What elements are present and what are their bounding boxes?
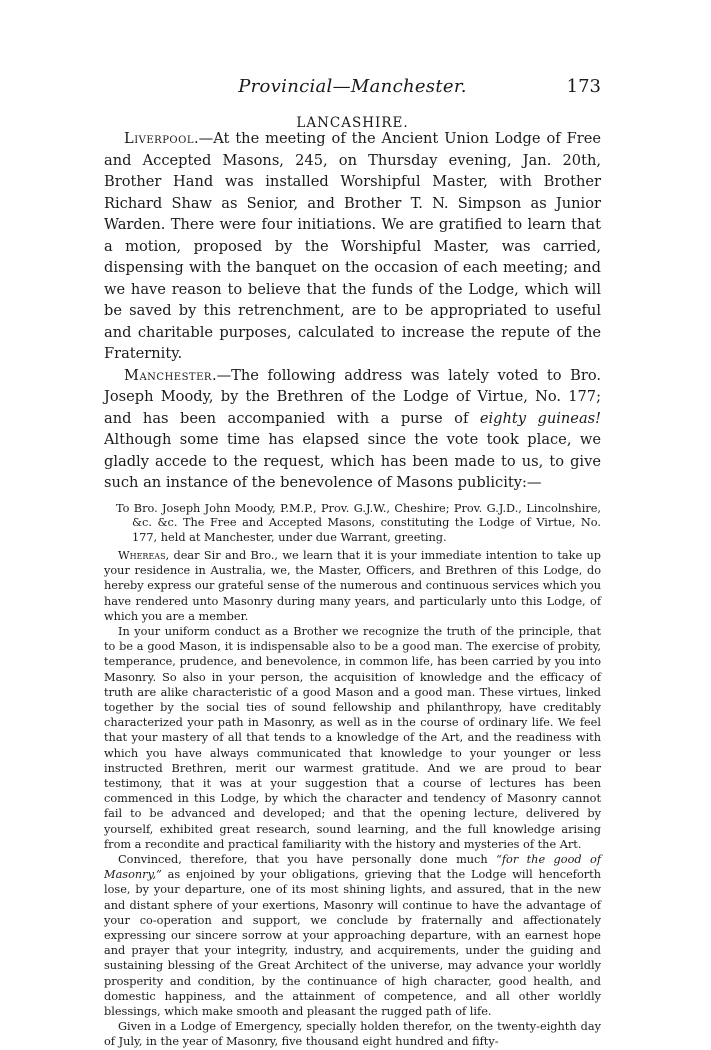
- given-paragraph: Given in a Lodge of Emergency, specially holden therefor, on the twenty-eighth day of July, in the year of Masonry, five thousand eight hundred and fifty-: [104, 1020, 601, 1049]
- convinced-italic-phrase: “for the good of Masonry,”: [104, 852, 602, 882]
- convinced-paragraph: [104, 852, 601, 1019]
- convinced-text-before: Convinced, therefore, that you have personally done much: [118, 852, 497, 866]
- liverpool-paragraph: [104, 128, 601, 365]
- manchester-paragraph: [104, 365, 601, 494]
- manchester-text-before: .—The following address was lately voted to Bro. Joseph Moody, by the Brethren of the Lodge of Virtue, No. 177; and has been accompanied with a purse of: [104, 366, 601, 427]
- page-number: 173: [566, 76, 601, 97]
- address-heading: To Bro. Joseph John Moody, P.M.P., Prov. G.J.W., Cheshire; Prov. G.J.D., Lincolnshire, &c. &c. The Free and Accepted Masons, constituting the Lodge of Virtue, No. 177, held at Manchester, under due Warrant, greeting.: [116, 501, 601, 545]
- manchester-text-after: Although some time has elapsed since the vote took place, we gladly accede to the request, which has been made to us, to give such an instance of the benevolence of Masons publicity:—: [104, 431, 601, 491]
- whereas-paragraph: [104, 548, 601, 624]
- running-head: [104, 76, 601, 100]
- convinced-text-after: as enjoined by your obligations, grieving that the Lodge will henceforth lose, by your departure, one of its most shining lights, and assured, that in the new and distant sphere of your exertions, Masonry will continue to have the advantage of your co-operation and support, we conclude by fraternally and affectionately expressing our sincere sorrow at your approaching departure, with an earnest hope and prayer that your integrity, industry, and acquirements, under the guiding and sustaining blessing of the Great Architect of the universe, may advance your worldly prosperity and condition, by the continuance of high character, good health, and domestic happiness, and the attainment of competence, and all other worldly blessings, which make smooth and pleasant the rugged path of life.: [104, 868, 601, 1018]
- section-title: LANCASHIRE.: [296, 115, 409, 131]
- liverpool-place-name: Liverpool: [124, 130, 194, 147]
- running-title: Provincial—Manchester.: [238, 76, 467, 97]
- manchester-place-name: Manchester: [124, 366, 212, 384]
- liverpool-text: .—At the meeting of the Ancient Union Lodge of Free and Accepted Masons, 245, on Thursday evening, Jan. 20th, Brother Hand was installed Worshipful Master, with Brother Richard Shaw as Senior, and Brother T. N. Simpson as Junior Warden. There were four initiations. We are gratified to learn that a motion, proposed by the Worshipful Master, was carried, dispensing with the banquet on the occasion of each meeting; and we have reason to believe that the funds of the Lodge, which will be saved by this retrenchment, are to be appropriated to useful and charitable purposes, calculated to increase the repute of the Fraternity.: [104, 130, 601, 362]
- whereas-lead-word: Whereas: [118, 548, 166, 562]
- article-body: [104, 128, 601, 1050]
- whereas-text: , dear Sir and Bro., we learn that it is your immediate intention to take up your residence in Australia, we, the Master, Officers, and Brethren of this Lodge, do hereby express our grateful sense of the numerous and continuous services which you have rendered unto Masonry during many years, and particularly unto this Lodge, of which you are a member.: [104, 548, 601, 623]
- uniform-conduct-paragraph: In your uniform conduct as a Brother we recognize the truth of the principle, that to be a good Mason, it is indispensable also to be a good man. The exercise of probity, temperance, prudence, and benevolence, in common life, has been carried by you into Masonry. So also in your person, the acquisition of knowledge and the efficacy of truth are alike characteristic of a good Mason and a good man. These virtues, linked together by the social ties of sound fellowship and philanthropy, have creditably characterized your path in Masonry, as well as in the course of ordinary life. We feel that your mastery of all that tends to a knowledge of the Art, and the readiness with which you have always communicated that knowledge to your younger or less instructed Brethren, merit our warmest gratitude. And we are proud to bear testimony, that it was at your suggestion that a course of lectures has been commenced in this Lodge, by which the character and tendency of Masonry cannot fail to be advanced and developed; and that the opening lecture, delivered by yourself, exhibited great research, sound learning, and the full knowledge arising from a recondite and practical familiarity with the history and mysteries of the Art.: [104, 624, 601, 851]
- manchester-italic-phrase: eighty guineas!: [479, 409, 601, 427]
